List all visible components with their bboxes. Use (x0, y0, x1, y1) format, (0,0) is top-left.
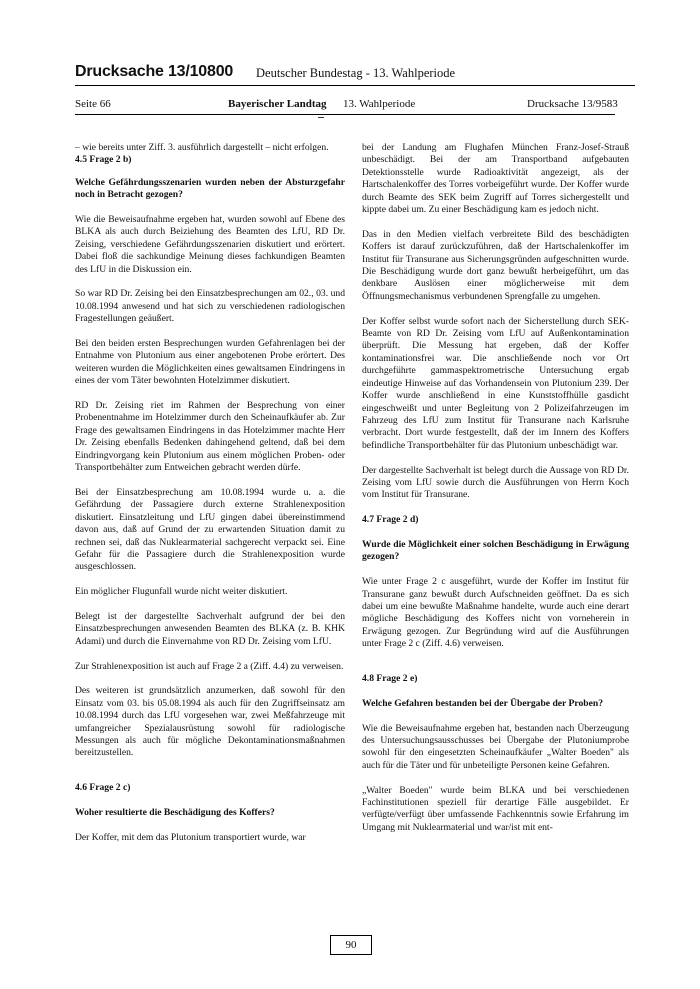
question-4-6: Woher resultierte die Beschädigung des Koffers? (75, 806, 275, 818)
right-column (362, 142, 629, 847)
paragraph: Bei der Einsatzbesprechung am 10.08.1994 wurde u. a. die Gefährdung der Passagiere durch externe Strahlenexposition diskutiert. Einsatzleitung und LfU gingen dabei übereinstimmend davon aus, daß auf Grund der zu erwartenden Situation damit zu rechnen sei, daß das Nuklearmaterial sachgerecht verpackt sei. Eine Gefahr für die Passagiere durch die Strahlenexposition wurde ausgeschlossen. (75, 486, 345, 573)
paragraph: RD Dr. Zeising riet im Rahmen der Besprechung von einer Probenentnahme im Hotelzimmer durch den Scheinaufkäufer ab. Zur Frage des gewaltsamen Eindringens in das Hotelzimmer machte Herr Dr. Zeising ebenfalls Bedenken dahingehend geltend, daß bei dem Eindringvorgang kein Plutonium aus einem möglichen Proben- oder Transportbehälter zum Entweichen gebracht werden dürfe. (75, 400, 345, 474)
wahlperiode-label: 13. Wahlperiode (343, 98, 416, 110)
page-number: 90 (330, 935, 372, 955)
landtag-label: Bayerischer Landtag (228, 98, 327, 110)
paragraph: Belegt ist der dargestellte Sachverhalt aufgrund der bei den Einsatzbesprechungen anwesenden Beamten des BLKA (z. B. KHK Adami) und durch die Einvernahme von RD Dr. Zeising vom LfU. (75, 610, 345, 647)
left-column (75, 142, 345, 857)
header-mark (318, 117, 324, 118)
paragraph: – wie bereits unter Ziff. 3. ausführlich dargestellt – nicht erfolgen. (75, 142, 329, 153)
paragraph: So war RD Dr. Zeising bei den Einsatzbesprechungen am 02., 03. und 10.08.1994 anwesend und hat sich zu verschiedenen radiologischen Fragestellungen geäußert. (75, 288, 345, 325)
paragraph: Zur Strahlenexposition ist auch auf Frage 2 a (Ziff. 4.4) zu verweisen. (75, 660, 344, 672)
paragraph: „Walter Boeden" wurde beim BLKA und bei verschiedenen Fachinstitutionen speziell für derartige Fälle ausgebildet. Er verfügte/verfügt über umfassende Fachkenntnis sowie Erfahrung im Umgang mit Nuklearmaterial und war/ist mit ent- (362, 784, 629, 833)
section-heading-4-7: 4.7 Frage 2 d) (362, 514, 419, 526)
question-4-8: Welche Gefahren bestanden bei der Übergabe der Proben? (362, 697, 603, 709)
drucksache-number: Drucksache 13/10800 (75, 63, 234, 80)
landtag-header (75, 98, 618, 115)
paragraph: Des weiteren ist grundsätzlich anzumerken, daß sowohl für den Einsatz vom 03. bis 05.08.1994 als auch für den Zugriffseinsatz am 10.08.1994 durch das LfU vorgesehen war, zwei Meßfahrzeuge mit umfangreicher Spezialausrüstung sowohl für radiologische Messungen als auch für mögliche Dekontaminationsmaßnahmen bereitzustellen. (75, 685, 345, 759)
paragraph: Das in den Medien vielfach verbreitete Bild des beschädigten Koffers ist darauf zurückzuführen, daß der Hartschalenkoffer im Institut für Transurane aus Sicherungsgründen aufgeschnitten wurde. Die Beschädigung wurde dort ganz bewußt herbeigeführt, um das denkbare Auslösen einer möglicherweise mit dem Öffnungsmechanismus verbundenen Sprengfalle zu umgehen. (362, 228, 629, 302)
landtag-drucksache-label: Drucksache 13/9583 (527, 98, 618, 110)
paragraph: Ein möglicher Flugunfall wurde nicht weiter diskutiert. (75, 586, 288, 598)
bundestag-title: Deutscher Bundestag - 13. Wahlperiode (256, 66, 456, 80)
document-header (75, 63, 635, 86)
paragraph: bei der Landung am Flughafen München Franz-Josef-Strauß unbeschädigt. Bei der am Transportband aufgebauten Detektionsstelle wurde Radioaktivität angezeigt, als der Hartschalenkoffer des Torres vorbeigeführt wurde. Der Koffer wurde durch Beamte des SEK beim Zugriff auf Torres sichergestellt und kippte dabei um. Zu einer Beschädigung kam es jedoch nicht. (362, 142, 629, 216)
paragraph: Der Koffer selbst wurde sofort nach der Sicherstellung durch SEK-Beamte von RD Dr. Zeising vom LfU auf Außenkontamination überprüft. Die Messung hat ergeben, daß der Koffer kontaminationsfrei war. Die anschließende noch vor Ort durchgeführte gammaspektrometrische Untersuchung ergab eindeutige Hinweise auf das Vorhandensein von Plutonium 239. Der Koffer wurde anschließend in eine Kunststoffhülle gasdicht eingeschweißt und unter Begleitung von 2 Polizeifahrzeugen im Fahrzeug des LfU zum Institut für Transurane nach Karlsruhe verbracht. Dort wurde festgestellt, daß der im Innern des Koffers befindliche Transportbehälter für das Plutonium unbeschädigt war. (362, 315, 629, 451)
seite-label: Seite 66 (75, 98, 111, 110)
section-heading-4-5: 4.5 Frage 2 b) (75, 154, 132, 166)
section-heading-4-6: 4.6 Frage 2 c) (75, 782, 131, 794)
section-heading-4-8: 4.8 Frage 2 e) (362, 672, 418, 684)
question-4-7: Wurde die Möglichkeit einer solchen Beschädigung in Erwägung gezogen? (362, 538, 629, 563)
paragraph: Wie unter Frage 2 c ausgeführt, wurde der Koffer im Institut für Transurane ganz bewußt durch Aufschneiden geöffnet. Da es sich dabei um eine bewußte Maßnahme handelte, wurde auch eine derart mögliche Beschädigung des Koffers nicht von vorneherein in Erwägung gezogen. Zur Begründung wird auf die Ausführungen unter Frage 2 c (Ziff. 4.6) verweisen. (362, 576, 629, 650)
paragraph: Der Koffer, mit dem das Plutonium transportiert wurde, war (75, 831, 306, 843)
paragraph: Wie die Beweisaufnahme ergeben hat, bestanden nach Überzeugung des Untersuchungsausschusses bei Übergabe der Plutoniumprobe sowohl für den eingesetzten Scheinaufkäufer „Walter Boeden" als auch für die Täter und für unbeteiligte Personen keine Gefahren. (362, 722, 629, 771)
paragraph: Bei den beiden ersten Besprechungen wurden Gefahrenlagen bei der Entnahme von Plutonium aus einer angebotenen Probe erörtert. Des weiteren wurden die Möglichkeiten eines gewaltsamen Eindringens in eines der vom Täter bewohnten Hotelzimmer diskutiert. (75, 338, 345, 387)
question-4-5: Welche Gefährdungsszenarien wurden neben der Absturzgefahr noch in Betracht gezogen? (75, 176, 345, 201)
paragraph: Wie die Beweisaufnahme ergeben hat, wurden sowohl auf Ebene des BLKA als auch durch Beiziehung des Beamten des LfU, RD Dr. Zeising, verschiedene Gefährdungsszenarien diskutiert und erörtert. Dabei floß die sachkundige Meinung dieses fachkundigen Beamten des LfU in die Diskussion ein. (75, 214, 345, 275)
paragraph: Der dargestellte Sachverhalt ist belegt durch die Aussage von RD Dr. Zeising vom LfU sowie durch die Ausführungen von Herrn Koch vom Institut für Transurane. (362, 464, 629, 501)
